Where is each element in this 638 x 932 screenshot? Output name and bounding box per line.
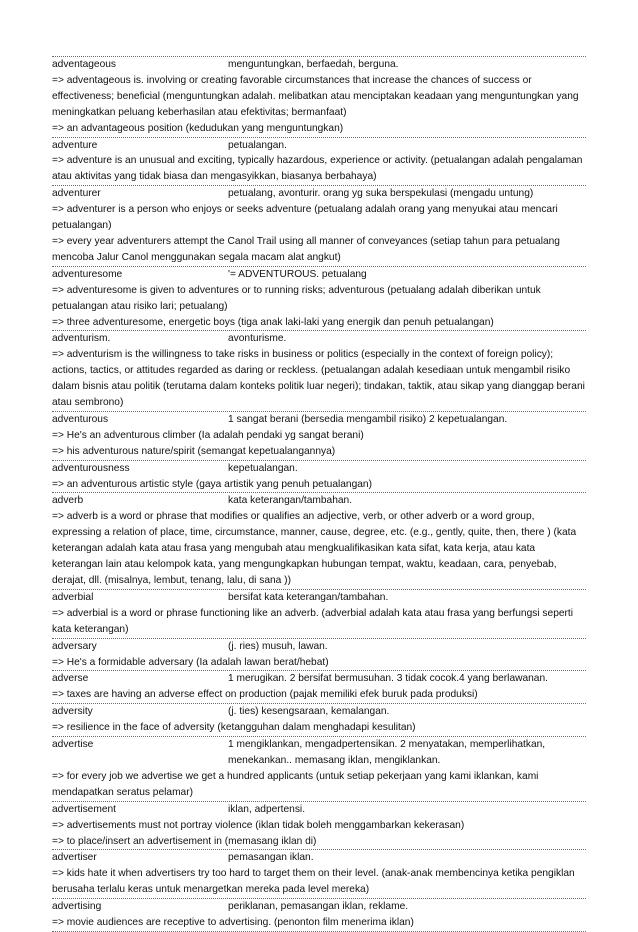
- example-sentence: => He's a formidable adversary (Ia adalah lawan berat/hebat): [52, 656, 329, 668]
- example-sentence: => adventure is an unusual and exciting, typically hazardous, experience or activity. (petualangan adalah pengalaman atau aktivitas yang tidak biasa dan mengasyikkan, biasanya berbahaya): [52, 155, 583, 183]
- definition: petualangan.: [228, 139, 287, 151]
- example-sentence: => adverb is a word or phrase that modifies or qualifies an adjective, verb, or other adverb or a word group, expressing a relation of place, time, circumstance, manner, cause, degree, etc. (e.g., gently, quite, then, there ) (kata keterangan adalah kata atau frasa yang mengubah atau mengkualifikasikan kata sifat, kata kerja, atau kata keterangan lain atau kelompok kata, yang mengungkapkan hubungan tempat, waktu, keadaan, cara, penyebab, derajat, dll. (misalnya, lembut, tenang, lalu, di sana )): [52, 511, 577, 586]
- entry-headline: [52, 461, 586, 477]
- entry-headline: [52, 704, 586, 720]
- entry-headline: [52, 899, 586, 915]
- headword: advertising: [52, 901, 102, 913]
- headword: adventure: [52, 139, 98, 151]
- dictionary-entry: [52, 590, 586, 639]
- dictionary-entry: [52, 461, 586, 494]
- example-sentence: => movie audiences are receptive to advertising. (penonton film menerima iklan): [52, 917, 414, 929]
- definition: 1 mengiklankan, mengadpertensikan. 2 menyatakan, memperlihatkan, menekankan.. memasang iklan, mengiklankan.: [228, 739, 546, 766]
- example-sentence: => an advantageous position (kedudukan yang menguntungkan): [52, 122, 344, 134]
- entry-headline: [52, 57, 586, 73]
- headword: adverse: [52, 673, 89, 685]
- headword: adventurousness: [52, 462, 130, 474]
- example-sentence: => advertisements must not portray violence (iklan tidak boleh menggambarkan kekerasan): [52, 819, 465, 831]
- definition: 1 merugikan. 2 bersifat bermusuhan. 3 tidak cocok.4 yang berlawanan.: [228, 673, 548, 685]
- example-sentence: => resilience in the face of adversity (ketangguhan dalam menghadapi kesulitan): [52, 722, 416, 734]
- entry-headline: [52, 671, 586, 687]
- dictionary-entry: [52, 802, 586, 851]
- example-sentence: => adventageous is. involving or creating favorable circumstances that increase the chances of success or effectiveness; beneficial (menguntungkan adalah. melibatkan atau menciptakan keadaan yang menguntungkan yang meningkatkan peluang keberhasilan atau efektivitas; bermanfaat): [52, 74, 579, 118]
- dictionary-entry: [52, 186, 586, 267]
- dictionary-page: [52, 56, 586, 932]
- entry-headline: [52, 138, 586, 154]
- definition: kata keterangan/tambahan.: [228, 495, 353, 507]
- example-sentence: => He's an adventurous climber (Ia adalah pendaki yg sangat berani): [52, 429, 364, 441]
- dictionary-entry: [52, 412, 586, 461]
- headword: adventurous: [52, 413, 109, 425]
- definition: '= ADVENTUROUS. petualang: [228, 268, 367, 280]
- entry-headline: [52, 331, 586, 347]
- definition: iklan, adpertensi.: [228, 803, 306, 815]
- definition: kepetualangan.: [228, 462, 298, 474]
- entry-headline: [52, 267, 586, 283]
- example-sentence: => an adventurous artistic style (gaya artistik yang penuh petualangan): [52, 478, 372, 490]
- definition: menguntungkan, berfaedah, berguna.: [228, 59, 399, 70]
- headword: adventurism.: [52, 333, 111, 345]
- headword: adverb: [52, 495, 84, 507]
- headword: advertise: [52, 739, 94, 751]
- definition: (j. ties) kesengsaraan, kemalangan.: [228, 706, 390, 718]
- example-sentence: => to place/insert an advertisement in (memasang iklan di): [52, 835, 317, 847]
- dictionary-entry: [52, 138, 586, 187]
- definition: 1 sangat berani (bersedia mengambil risiko) 2 kepetualangan.: [228, 413, 508, 425]
- example-sentence: => adventuresome is given to adventures or to running risks; adventurous (petualang adalah diberikan untuk petualangan atau risiko lari; petualang): [52, 284, 541, 312]
- headword: adverbial: [52, 591, 94, 603]
- definition: petualang, avonturir. orang yg suka berspekulasi (mengadu untung): [228, 188, 534, 200]
- headword: adversary: [52, 640, 97, 652]
- entry-headline: [52, 639, 586, 655]
- dictionary-entry: [52, 737, 586, 802]
- dictionary-entry: [52, 704, 586, 737]
- dictionary-entry: [52, 56, 586, 138]
- definition: periklanan, pemasangan iklan, reklame.: [228, 901, 409, 913]
- example-sentence: => adventurism is the willingness to take risks in business or politics (especially in the context of foreign policy); actions, tactics, or attitudes regarded as daring or reckless. (petualangan adalah kesediaan untuk mengambil risiko dalam bisnis atau politik (terutama dalam konteks politik luar negeri); tindakan, taktik, atau sikap yang dianggap berani atau sembrono): [52, 349, 585, 409]
- entry-headline: [52, 850, 586, 866]
- entry-list: [52, 56, 586, 932]
- example-sentence: => three adventuresome, energetic boys (tiga anak laki-laki yang energik dan penuh petualangan): [52, 316, 494, 328]
- dictionary-entry: [52, 899, 586, 932]
- definition: (j. ries) musuh, lawan.: [228, 640, 328, 652]
- example-sentence: => for every job we advertise we get a hundred applicants (untuk setiap pekerjaan yang kami iklankan, kami mendapatkan seratus pelamar): [52, 770, 539, 798]
- example-sentence: => his adventurous nature/spirit (semangat kepetualangannya): [52, 445, 336, 457]
- dictionary-entry: [52, 671, 586, 704]
- dictionary-entry: [52, 639, 586, 672]
- example-sentence: => every year adventurers attempt the Canol Trail using all manner of conveyances (setiap tahun para petualang mencoba Jalur Canol menggunakan segala macam alat angkut): [52, 235, 560, 263]
- headword: adventuresome: [52, 268, 123, 280]
- example-sentence: => kids hate it when advertisers try too hard to target them on their level. (anak-anak membencinya ketika pengiklan berusaha terlalu keras untuk menargetkan mereka pada level mereka): [52, 868, 575, 896]
- entry-headline: [52, 186, 586, 202]
- entry-headline: [52, 737, 586, 769]
- entry-headline: [52, 493, 586, 509]
- dictionary-entry: [52, 850, 586, 899]
- definition: bersifat kata keterangan/tambahan.: [228, 591, 389, 603]
- example-sentence: => adventurer is a person who enjoys or seeks adventure (petualang adalah orang yang menyukai atau mencari petualangan): [52, 204, 558, 232]
- dictionary-entry: [52, 493, 586, 589]
- dictionary-entry: [52, 267, 586, 332]
- dictionary-entry: [52, 331, 586, 412]
- example-sentence: => taxes are having an adverse effect on production (pajak memiliki efek buruk pada produksi): [52, 689, 478, 701]
- entry-headline: [52, 590, 586, 606]
- entry-headline: [52, 802, 586, 818]
- headword: adventurer: [52, 188, 101, 200]
- headword: adversity: [52, 706, 93, 718]
- definition: pemasangan iklan.: [228, 852, 314, 864]
- entry-headline: [52, 412, 586, 428]
- headword: advertiser: [52, 852, 97, 864]
- headword: adventageous: [52, 59, 117, 70]
- example-sentence: => adverbial is a word or phrase functioning like an adverb. (adverbial adalah kata atau frasa yang berfungsi seperti kata keterangan): [52, 607, 574, 635]
- headword: advertisement: [52, 803, 116, 815]
- definition: avonturisme.: [228, 333, 287, 345]
